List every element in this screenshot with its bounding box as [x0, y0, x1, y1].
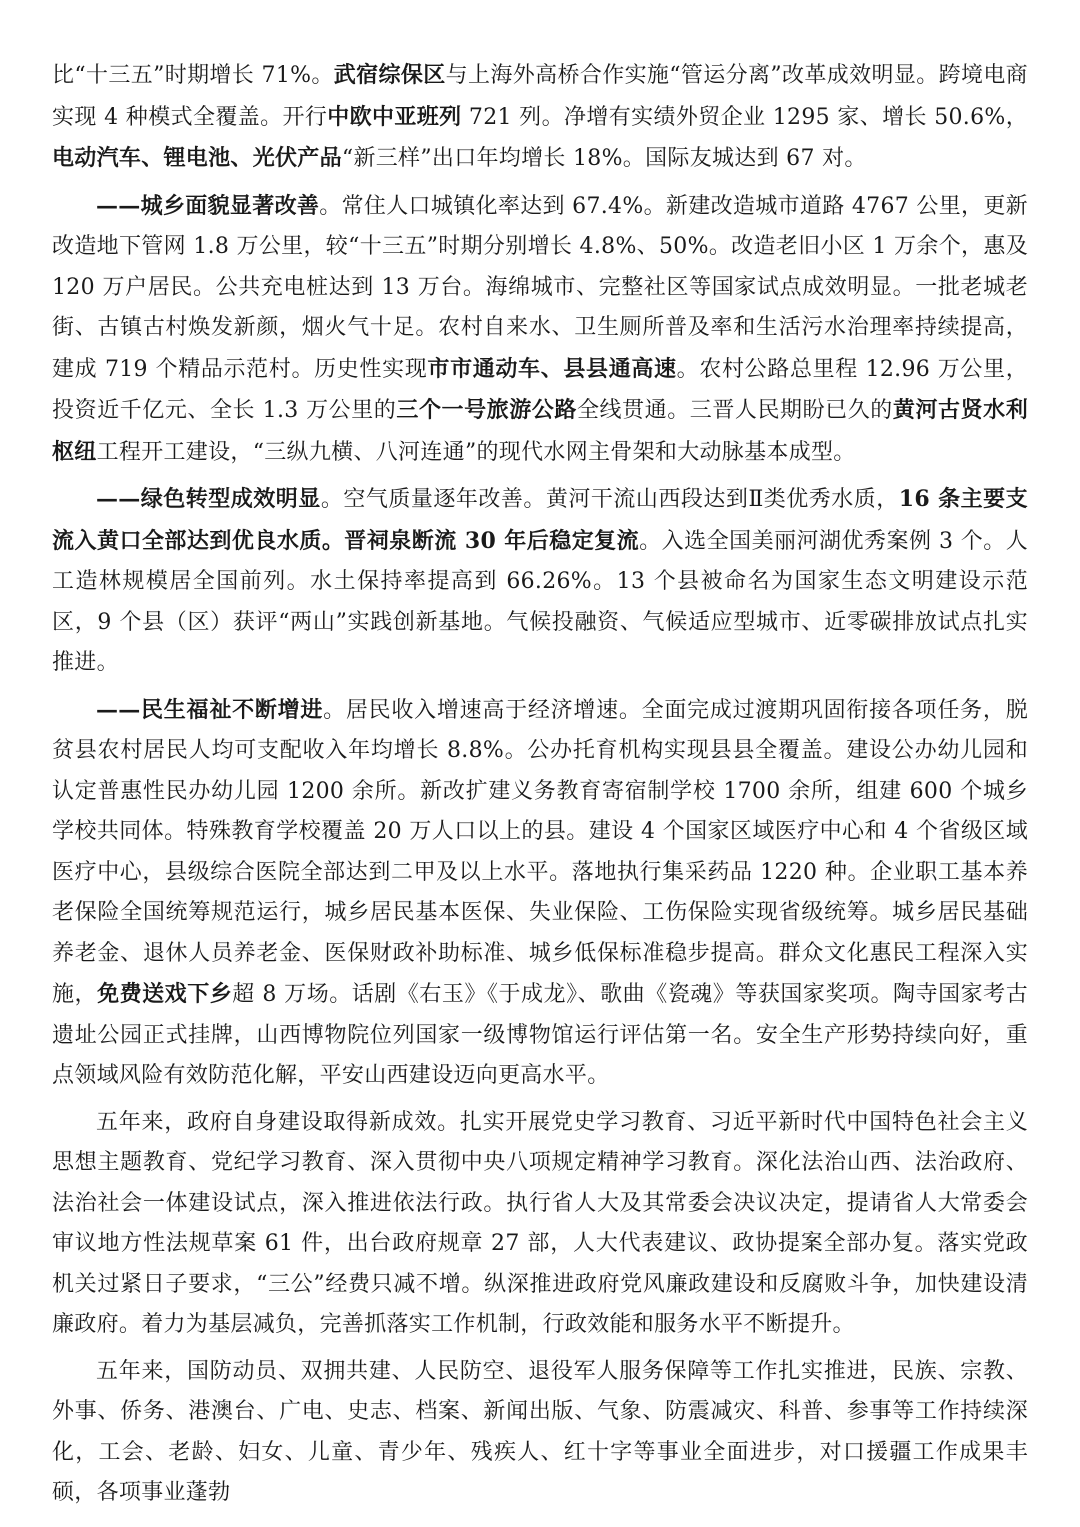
- paragraph: [52, 1103, 1028, 1346]
- bold-text: 免费送戏下乡: [97, 981, 233, 1007]
- text-run: 五年来，政府自身建设取得新成效。扎实开展党史学习教育、习近平新时代中国特色社会主义思想主题教育、党纪学习教育、深入贯彻中央八项规定精神学习教育。深化法治山西、法治政府、法治社会一体建设试点，深入推进依法行政。执行省人大及其常委会决议决定，提请省人大常委会审议地方性法规草案 61 件，出台政府规章 27 部，人大代表建议、政协提案全部办复。落实党政机关过紧日子要求，“三公”经费只减不增。纵深推进政府党风廉政建设和反腐败斗争，加快建设清廉政府。着力为基层减负，完善抓落实工作机制，行政效能和服务水平不断提升。: [52, 1109, 1028, 1337]
- text-run: 。空气质量逐年改善。黄河干流山西段达到Ⅱ类优秀水质，: [320, 487, 899, 512]
- text-run: 五年来，国防动员、双拥共建、人民防空、退役军人服务保障等工作扎实推进，民族、宗教、外事、侨务、港澳台、广电、史志、档案、新闻出版、气象、防震减灾、科普、参事等工作持续深化，工会、老龄、妇女、儿童、青少年、残疾人、红十字等事业全面进步，对口援疆工作成果丰硕，各项事业蓬勃: [52, 1358, 1028, 1505]
- paragraph: [52, 479, 1028, 684]
- bold-text: 电动汽车、锂电池、光伏产品: [52, 145, 342, 171]
- bold-text: 市市通动车、县县通高速: [427, 355, 677, 382]
- bold-text: 武宿综保区: [333, 62, 446, 88]
- paragraph: [52, 55, 1028, 180]
- text-run: 工程开工建设，“三纵九横、八河连通”的现代水网主骨架和大动脉基本成型。: [96, 439, 856, 465]
- text-run: 与上海外高桥合作实施“管运分离”改革成效明显。跨境电商实现 4 种模式全覆盖。开行: [52, 63, 1028, 130]
- text-run: 比“十三五”时期增长 71%。: [52, 63, 334, 88]
- paragraph: [52, 1352, 1028, 1514]
- paragraph: [52, 690, 1028, 1097]
- text-run: 超 8 万场。话剧《右玉》《于成龙》、歌曲《瓷魂》等获国家奖项。陶寺国家考古遗址公园正式挂牌，山西博物院位列国家一级博物馆运行评估第一名。安全生产形势持续向好，重点领域风险有效防范化解，平安山西建设迈向更高水平。: [52, 982, 1029, 1088]
- bold-text: ——城乡面貌显著改善: [96, 192, 320, 219]
- text-run: 。居民收入增速高于经济增速。全面完成过渡期巩固衔接各项任务，脱贫县农村居民人均可支配收入年均增长 8.8%。公办托育机构实现县县全覆盖。建设公办幼儿园和认定普惠性民办幼儿园 1200 余所。新改扩建义务教育寄宿制学校 1700 余所，组建 600 个城乡学校共同体。特殊教育学校覆盖 20 万人口以上的县。建设 4 个国家区域医疗中心和 4 个省级区域医疗中心，县级综合医院全部达到二甲及以上水平。落地执行集采药品 1220 种。企业职工基本养老保险全国统筹规范运行，城乡居民基本医保、失业保险、工伤保险实现省级统筹。城乡居民基础养老金、退休人员养老金、医保财政补助标准、城乡低保标准稳步提高。群众文化惠民工程深入实施，: [52, 697, 1028, 1007]
- bold-text: ——民生福祉不断增进: [96, 696, 324, 723]
- text-run: 721 列。净增有实绩外贸企业 1295 家、增长 50.6%，: [461, 104, 1028, 130]
- text-run: 。入选全国美丽河湖优秀案例 3 个。人工造林规模居全国前列。水土保持率提高到 66.26%。13 个县被命名为国家生态文明建设示范区，9 个县（区）获评“两山”实践创新基地。气候投融资、气候适应型城市、近零碳排放试点扎实推进。: [52, 528, 1028, 675]
- bold-text: 16 条主要支流入黄口全部达到优良水质。晋祠泉断流 30 年后稳定复流: [52, 486, 1028, 554]
- document-body: [52, 55, 1028, 1520]
- bold-text: 中欧中亚班列: [327, 103, 462, 130]
- bold-text: ——绿色转型成效明显: [96, 486, 321, 512]
- text-run: 。农村公路总里程 12.96 万公里，投资近千亿元、全长 1.3 万公里的: [52, 356, 1028, 423]
- text-run: “新三样”出口年均增长 18%。国际友城达到 67 对。: [341, 146, 867, 171]
- bold-text: 黄河古贤水利枢纽: [52, 397, 1029, 465]
- paragraph: [52, 186, 1028, 474]
- text-run: 全线贯通。三晋人民期盼已久的: [576, 398, 893, 423]
- bold-text: 三个一号旅游公路: [396, 397, 577, 423]
- text-run: 。常住人口城镇化率达到 67.4%。新建改造城市道路 4767 公里，更新改造地下管网 1.8 万公里，较“十三五”时期分别增长 4.8%、50%。改造老旧小区 1 万余个，惠及 120 万户居民。公共充电桩达到 13 万台。海绵城市、完整社区等国家试点成效明显。一批老城老街、古镇古村焕发新颜，烟火气十足。农村自来水、卫生厕所普及率和生活污水治理率持续提高，建成 719 个精品示范村。历史性实现: [52, 193, 1028, 382]
